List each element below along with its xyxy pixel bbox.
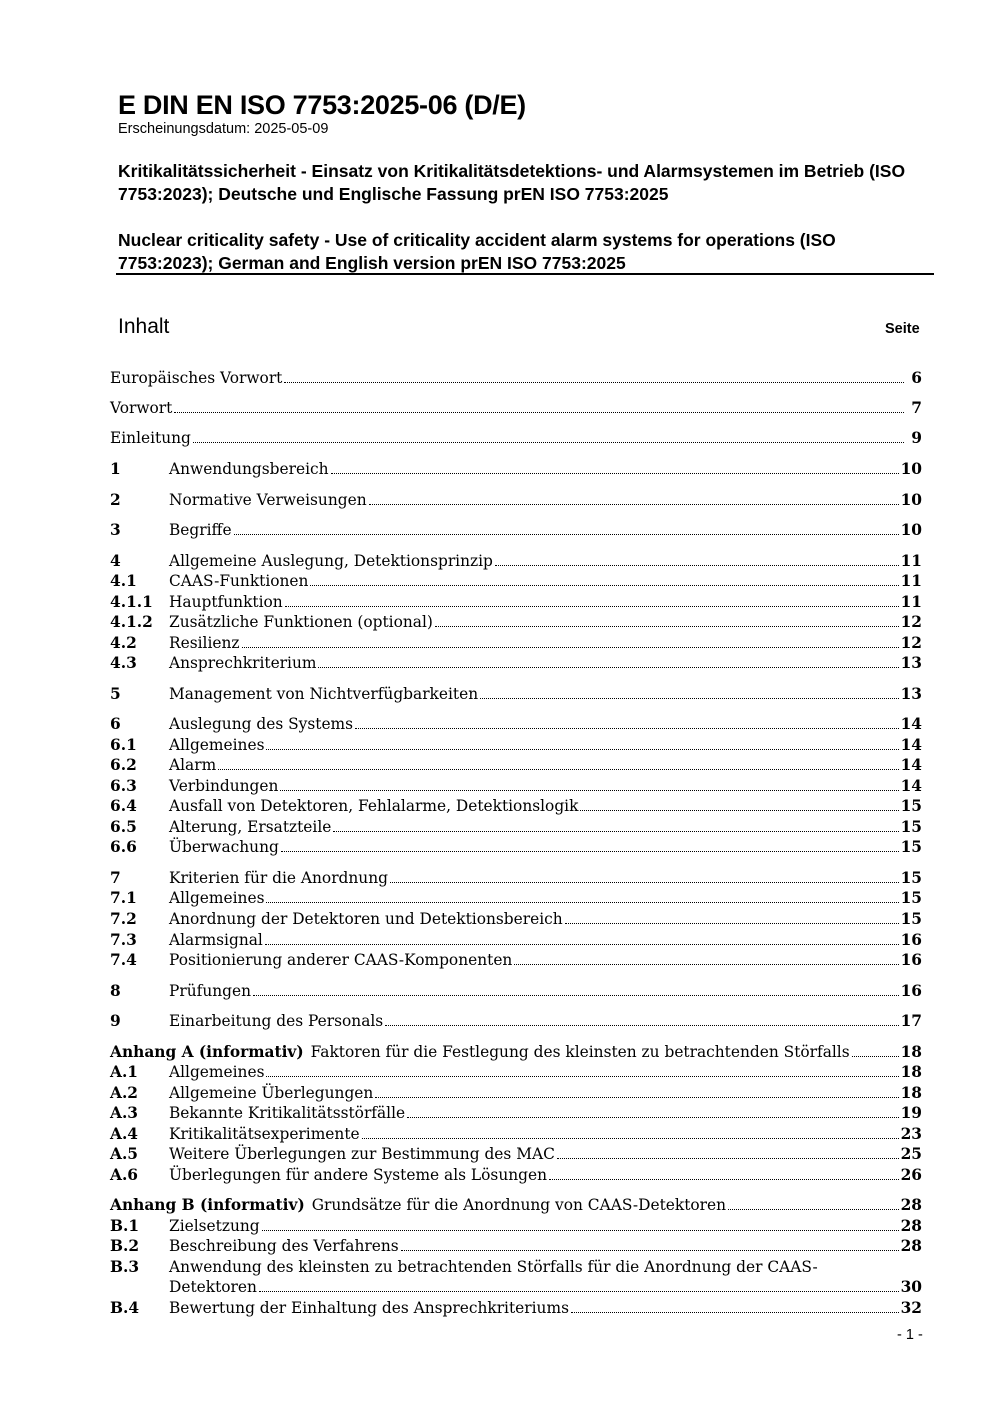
toc-entry-number: 6.2 — [110, 756, 137, 774]
toc-dot-leader — [728, 1208, 899, 1210]
toc-entry-title: Begriffe — [169, 521, 232, 539]
toc-entry-page: 13 — [900, 685, 922, 703]
toc-entry-number: 9 — [110, 1012, 121, 1030]
toc-dot-leader — [266, 748, 898, 750]
toc-entry-title: Positionierung anderer CAAS-Komponenten — [169, 951, 513, 969]
toc-entry-page: 6 — [911, 369, 922, 387]
toc-entry-page: 17 — [900, 1012, 922, 1030]
toc-entry[interactable] — [110, 796, 922, 816]
toc-entry-number: 6.1 — [110, 736, 137, 754]
toc-entry-page: 10 — [900, 491, 922, 509]
toc-dot-leader — [355, 727, 899, 729]
publication-date: Erscheinungsdatum: 2025-05-09 — [118, 121, 329, 137]
toc-entry[interactable] — [110, 817, 922, 837]
toc-entry[interactable] — [110, 1257, 922, 1297]
toc-entry-number: 8 — [110, 982, 121, 1000]
toc-entry-page: 13 — [900, 654, 922, 672]
toc-entry-title: Normative Verweisungen — [169, 491, 367, 509]
toc-entry-number: 6 — [110, 715, 121, 733]
toc-entry-page: 9 — [911, 429, 922, 447]
toc-entry-number: 7.3 — [110, 931, 137, 949]
toc-entry-title: Bekannte Kritikalitätsstörfälle — [169, 1104, 406, 1122]
toc-entry-title: Auslegung des Systems — [169, 715, 354, 733]
toc-dot-leader — [435, 625, 899, 627]
toc-dot-leader — [390, 881, 899, 883]
toc-dot-leader — [310, 584, 898, 586]
toc-entry-title: Ausfall von Detektoren, Fehlalarme, Detektionslogik — [169, 797, 579, 815]
toc-entry-page: 18 — [900, 1043, 922, 1061]
toc-entry-number: 4 — [110, 552, 121, 570]
toc-entry-page: 19 — [900, 1104, 922, 1122]
toc-entry-title: Einleitung — [110, 429, 191, 447]
toc-entry[interactable] — [110, 1298, 922, 1318]
toc-entry-title: Europäisches Vorwort — [110, 369, 283, 387]
toc-dot-leader — [852, 1055, 899, 1057]
toc-dot-leader — [280, 789, 898, 791]
toc-entry-number: 4.1 — [110, 572, 137, 590]
toc-dot-leader — [284, 381, 904, 383]
toc-dot-leader — [401, 1249, 899, 1251]
toc-dot-leader — [265, 943, 899, 945]
toc-entry-title: Grundsätze für die Anordnung von CAAS-Detektoren — [311, 1196, 727, 1214]
toc-entry-page: 18 — [900, 1063, 922, 1081]
toc-entry-title: Faktoren für die Festlegung des kleinsten zu betrachtenden Störfalls — [310, 1043, 850, 1061]
toc-entry[interactable] — [110, 592, 922, 612]
toc-entry-title: Allgemeines — [169, 736, 265, 754]
toc-entry-page: 16 — [900, 951, 922, 969]
toc-entry-page: 14 — [900, 715, 922, 733]
toc-entry-title: Überlegungen für andere Systeme als Lösungen — [169, 1166, 548, 1184]
toc-entry-number: 6.5 — [110, 818, 137, 836]
toc-entry-page: 25 — [900, 1145, 922, 1163]
toc-dot-leader — [580, 809, 898, 811]
toc-dot-leader — [480, 697, 898, 699]
toc-dot-leader — [259, 1290, 899, 1292]
toc-entry-title: Prüfungen — [169, 982, 252, 1000]
toc-entry-number: 4.2 — [110, 634, 137, 652]
toc-entry[interactable] — [110, 459, 922, 479]
toc-dot-leader — [174, 411, 904, 413]
toc-entry[interactable] — [110, 1062, 922, 1082]
toc-dot-leader — [495, 564, 899, 566]
toc-entry[interactable] — [110, 1144, 922, 1164]
toc-entry[interactable] — [110, 950, 922, 970]
toc-entry-title: Anordnung der Detektoren und Detektionsbereich — [169, 910, 563, 928]
toc-entry-title: Überwachung — [169, 838, 279, 856]
toc-entry-number: A.4 — [110, 1125, 139, 1143]
toc-entry[interactable] — [110, 1236, 922, 1256]
toc-entry-page: 15 — [900, 889, 922, 907]
toc-entry-number: 6.4 — [110, 797, 137, 815]
toc-dot-leader — [242, 646, 899, 648]
toc-entry-page: 32 — [900, 1299, 922, 1317]
toc-entry[interactable] — [110, 1124, 922, 1144]
toc-dot-leader — [369, 503, 899, 505]
toc-entry-page: 28 — [900, 1196, 922, 1214]
toc-dot-leader — [281, 850, 899, 852]
toc-entry-title: Kriterien für die Anordnung — [169, 869, 388, 887]
toc-dot-leader — [318, 666, 898, 668]
toc-entry-page: 15 — [900, 910, 922, 928]
toc-entry[interactable] — [110, 888, 922, 908]
toc-entry-title: Einarbeitung des Personals — [169, 1012, 384, 1030]
toc-entry-page: 16 — [900, 982, 922, 1000]
toc-entry-title: Anwendung des kleinsten zu betrachtenden Störfalls für die Anordnung der CAAS- — [169, 1258, 818, 1276]
toc-dot-leader — [385, 1024, 898, 1026]
toc-entry[interactable] — [110, 490, 922, 510]
toc-entry-number: 4.1.1 — [110, 593, 153, 611]
toc-entry-page: 26 — [900, 1166, 922, 1184]
toc-entry[interactable] — [110, 633, 922, 653]
toc-dot-leader — [514, 963, 898, 965]
toc-entry[interactable] — [110, 1103, 922, 1123]
toc-entry-number: B.3 — [110, 1258, 140, 1276]
toc-entry[interactable] — [110, 653, 922, 673]
toc-entry-number: B.4 — [110, 1299, 140, 1317]
toc-dot-leader — [407, 1116, 898, 1118]
toc-entry-title: Beschreibung des Verfahrens — [169, 1237, 399, 1255]
toc-entry-title: Allgemeines — [169, 1063, 265, 1081]
toc-entry-number: Anhang A (informativ) — [110, 1043, 304, 1061]
toc-dot-leader — [266, 1075, 898, 1077]
toc-entry[interactable] — [110, 684, 922, 704]
document-title: E DIN EN ISO 7753:2025-06 (D/E) — [118, 90, 526, 120]
toc-entry[interactable] — [110, 1011, 922, 1031]
toc-entry-page: 12 — [900, 613, 922, 631]
toc-entry[interactable] — [110, 755, 922, 775]
toc-entry-page: 11 — [900, 593, 922, 611]
toc-entry[interactable] — [110, 551, 922, 571]
toc-entry[interactable] — [110, 1083, 922, 1103]
toc-entry[interactable] — [110, 714, 922, 734]
toc-entry-number: 3 — [110, 521, 121, 539]
toc-entry-page: 23 — [900, 1125, 922, 1143]
toc-entry[interactable] — [110, 398, 922, 418]
toc-entry-title: Zielsetzung — [169, 1217, 260, 1235]
toc-entry-page: 16 — [900, 931, 922, 949]
toc-entry-title: Anwendungsbereich — [169, 460, 329, 478]
toc-entry-number: 4.1.2 — [110, 613, 153, 631]
toc-entry-number: 6.3 — [110, 777, 137, 795]
toc-entry-title: Vorwort — [110, 399, 173, 417]
toc-entry[interactable] — [110, 981, 922, 1001]
toc-entry-number: 7.4 — [110, 951, 137, 969]
toc-entry-number: Anhang B (informativ) — [110, 1196, 305, 1214]
toc-dot-leader — [549, 1178, 899, 1180]
toc-entry-number: 7.2 — [110, 910, 137, 928]
toc-entry-number: A.1 — [110, 1063, 139, 1081]
toc-entry-page: 15 — [900, 818, 922, 836]
toc-entry[interactable] — [110, 1216, 922, 1236]
toc-entry-title: Alarmsignal — [169, 931, 263, 949]
toc-entry-number: 7 — [110, 869, 121, 887]
toc-entry-title: Alarm — [169, 756, 217, 774]
toc-entry-number: A.6 — [110, 1166, 139, 1184]
toc-entry-title: Ansprechkriterium — [169, 654, 317, 672]
toc-entry-number: A.2 — [110, 1084, 139, 1102]
toc-entry-number: B.1 — [110, 1217, 140, 1235]
toc-entry-page: 15 — [900, 838, 922, 856]
toc-entry[interactable] — [110, 1042, 922, 1062]
toc-dot-leader — [253, 994, 899, 996]
toc-dot-leader — [375, 1096, 898, 1098]
title-german: Kritikalitätssicherheit - Einsatz von Kritikalitätsdetektions- und Alarmsystemen im Betrieb (ISO 7753:2023); Deutsche und Englische Fassung prEN ISO 7753:2025 — [118, 161, 906, 204]
toc-entry[interactable] — [110, 428, 922, 448]
toc-dot-leader — [565, 922, 899, 924]
toc-entry-page: 18 — [900, 1084, 922, 1102]
toc-entry-title: Zusätzliche Funktionen (optional) — [169, 613, 433, 631]
toc-entry-page: 7 — [911, 399, 922, 417]
toc-entry-title: CAAS-Funktionen — [169, 572, 309, 590]
toc-entry[interactable] — [110, 837, 922, 857]
toc-entry-number: 4.3 — [110, 654, 137, 672]
toc-entry-number: 6.6 — [110, 838, 137, 856]
toc-entry-number: 7.1 — [110, 889, 137, 907]
toc-entry[interactable] — [110, 368, 922, 388]
toc-dot-leader — [362, 1137, 899, 1139]
toc-entry-title: Management von Nichtverfügbarkeiten — [169, 685, 479, 703]
toc-entry[interactable] — [110, 930, 922, 950]
toc-entry-page: 30 — [900, 1278, 922, 1296]
toc-entry-page: 15 — [900, 869, 922, 887]
toc-entry[interactable] — [110, 1195, 922, 1215]
toc-entry-page: 28 — [900, 1237, 922, 1255]
toc-dot-leader — [266, 901, 898, 903]
toc-entry-page: 15 — [900, 797, 922, 815]
toc-entry-page: 11 — [900, 552, 922, 570]
toc-dot-leader — [218, 768, 898, 770]
toc-entry-number: B.2 — [110, 1237, 140, 1255]
toc-entry[interactable] — [110, 612, 922, 632]
toc-entry-title: Weitere Überlegungen zur Bestimmung des MAC — [169, 1145, 555, 1163]
toc-entry[interactable] — [110, 520, 922, 540]
toc-entry[interactable] — [110, 1165, 922, 1185]
toc-entry-page: 14 — [900, 756, 922, 774]
toc-page-column-label: Seite — [885, 321, 920, 337]
toc-entry[interactable] — [110, 776, 922, 796]
toc-entry-number: 2 — [110, 491, 121, 509]
toc-entry[interactable] — [110, 735, 922, 755]
toc-dot-leader — [262, 1229, 899, 1231]
toc-entry[interactable] — [110, 571, 922, 591]
toc-entry-page: 11 — [900, 572, 922, 590]
toc-entry-page: 10 — [900, 521, 922, 539]
toc-entry-number: A.5 — [110, 1145, 139, 1163]
toc-dot-leader — [193, 441, 904, 443]
page-number: - 1 - — [897, 1327, 923, 1343]
toc-dot-leader — [571, 1311, 899, 1313]
toc-entry-title: Resilienz — [169, 634, 240, 652]
toc-entry-title: Verbindungen — [169, 777, 279, 795]
toc-dot-leader — [285, 605, 899, 607]
toc-entry-title: Hauptfunktion — [169, 593, 283, 611]
toc-entry-title-continued: Detektoren — [169, 1278, 257, 1296]
toc-entry-number: 1 — [110, 460, 121, 478]
header-divider — [116, 273, 934, 275]
toc-heading: Inhalt — [118, 315, 170, 338]
toc-entry-page: 14 — [900, 777, 922, 795]
toc-entry-page: 28 — [900, 1217, 922, 1235]
toc-entry-title: Allgemeine Überlegungen — [169, 1084, 374, 1102]
toc-dot-leader — [557, 1157, 899, 1159]
toc-entry-number: A.3 — [110, 1104, 139, 1122]
toc-entry-title: Kritikalitätsexperimente — [169, 1125, 360, 1143]
toc-entry-number: 5 — [110, 685, 121, 703]
toc-dot-leader — [234, 533, 899, 535]
toc-entry-title: Allgemeine Auslegung, Detektionsprinzip — [169, 552, 493, 570]
toc-dot-leader — [331, 472, 899, 474]
toc-entry-page: 12 — [900, 634, 922, 652]
title-english: Nuclear criticality safety - Use of criticality accident alarm systems for operations (ISO 7753:2023); German and English version prEN ISO 7753:2025 — [118, 230, 836, 273]
toc-entry-page: 14 — [900, 736, 922, 754]
toc-entry-page: 10 — [900, 460, 922, 478]
toc-entry-title: Alterung, Ersatzteile — [169, 818, 332, 836]
toc-entry-title: Bewertung der Einhaltung des Ansprechkriteriums — [169, 1299, 569, 1317]
toc-entry-title: Allgemeines — [169, 889, 265, 907]
toc-dot-leader — [333, 830, 898, 832]
toc-entry[interactable] — [110, 868, 922, 888]
toc-entry[interactable] — [110, 909, 922, 929]
